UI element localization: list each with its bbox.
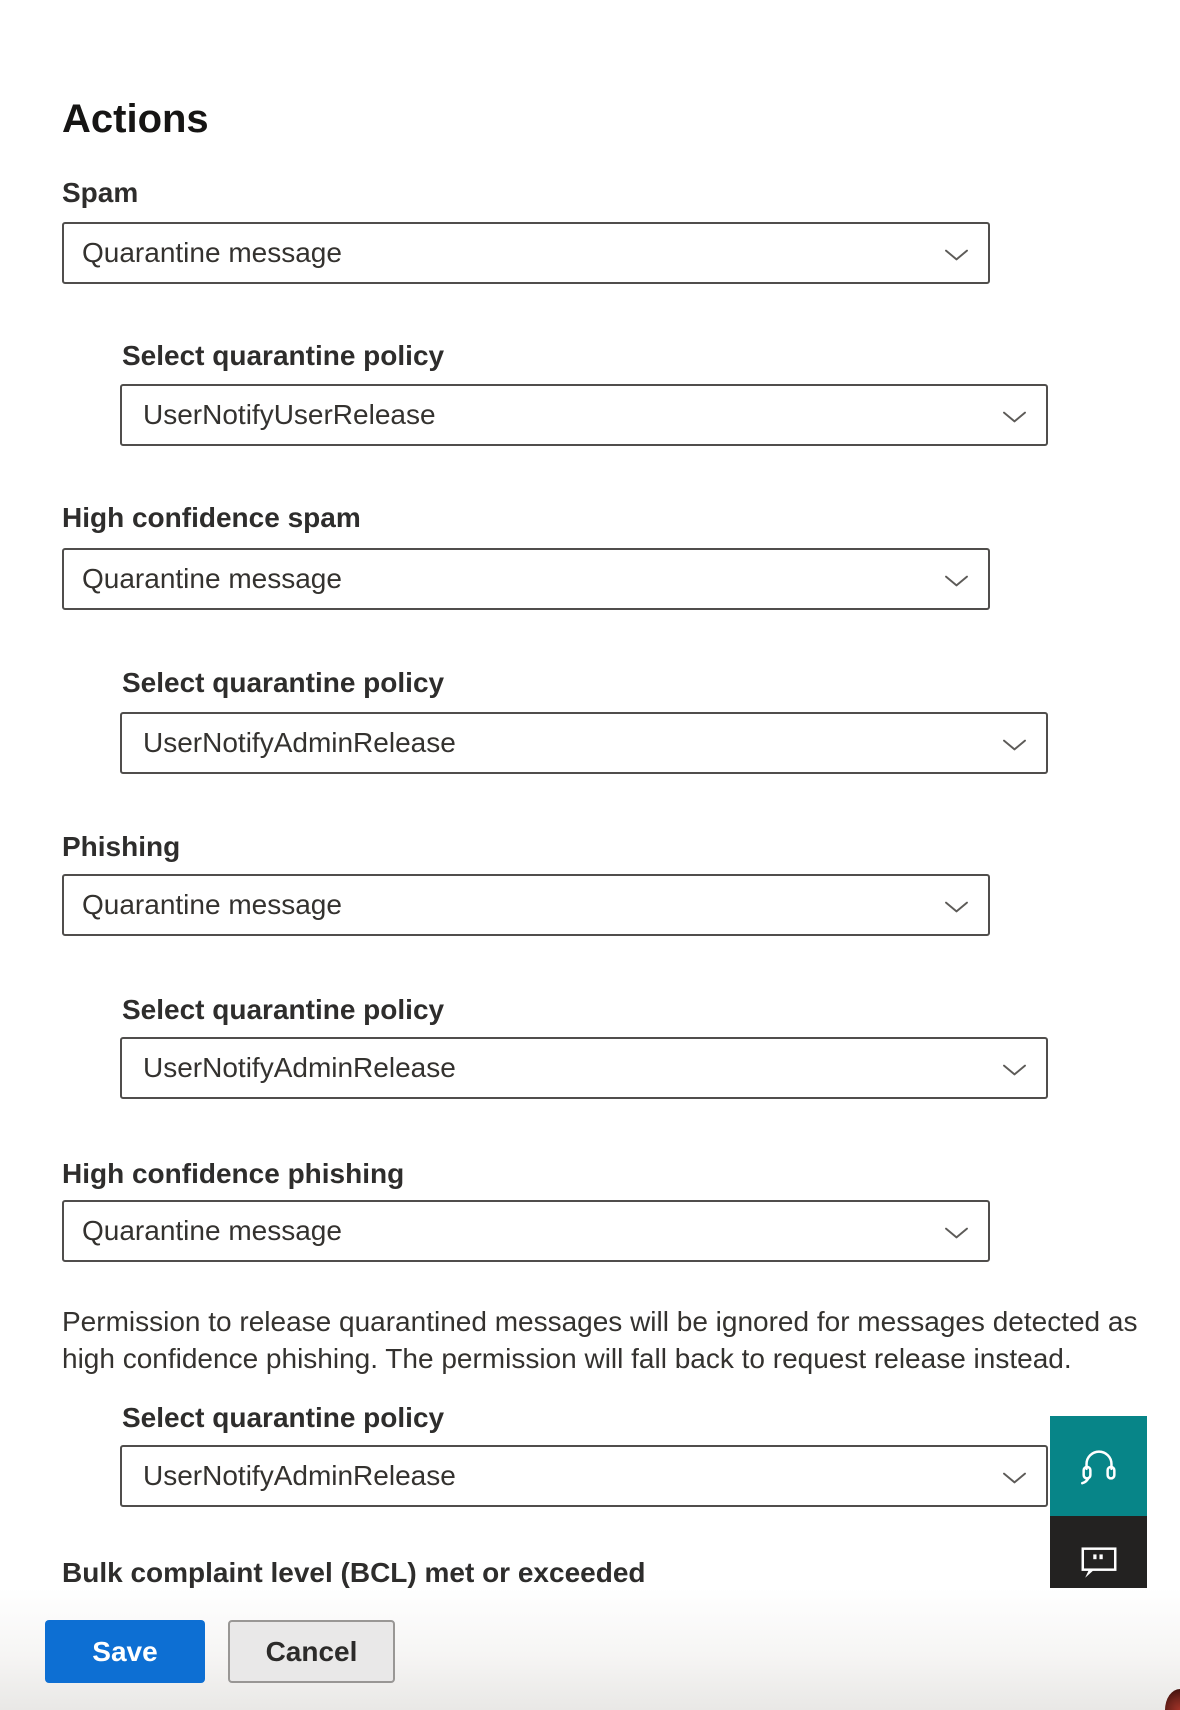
- spam-policy-label: Select quarantine policy: [122, 340, 445, 371]
- phishing-action-value: Quarantine message: [82, 889, 342, 920]
- chevron-down-icon: [943, 237, 970, 269]
- chevron-down-icon: [943, 563, 970, 595]
- high-confidence-spam-policy-label: Select quarantine policy: [122, 667, 445, 698]
- high-confidence-spam-policy-value: UserNotifyAdminRelease: [143, 727, 456, 758]
- save-button[interactable]: Save: [45, 1620, 205, 1683]
- phishing-action-dropdown[interactable]: [62, 874, 990, 936]
- footer-bar: [0, 1588, 1180, 1710]
- support-widget-button[interactable]: [1050, 1416, 1147, 1516]
- high-confidence-spam-label: High confidence spam: [62, 502, 361, 533]
- spam-action-value: Quarantine message: [82, 237, 342, 268]
- chevron-down-icon: [1001, 399, 1028, 431]
- chat-feedback-icon: [1076, 1542, 1122, 1587]
- high-confidence-phishing-policy-label: Select quarantine policy: [122, 1402, 445, 1433]
- cancel-button[interactable]: Cancel: [228, 1620, 395, 1683]
- high-confidence-phishing-quarantine-policy-dropdown[interactable]: [120, 1445, 1048, 1507]
- chevron-down-icon: [943, 889, 970, 921]
- headset-icon: [1076, 1442, 1122, 1491]
- note-line: Permission to release quarantined messages will be ignored for messages detected as: [62, 1306, 1138, 1337]
- spam-label: Spam: [62, 177, 139, 208]
- spam-quarantine-policy-dropdown[interactable]: [120, 384, 1048, 446]
- high-confidence-phishing-action-dropdown[interactable]: [62, 1200, 990, 1262]
- high-confidence-phishing-label: High confidence phishing: [62, 1158, 405, 1189]
- chevron-down-icon: [1001, 1052, 1028, 1084]
- chevron-down-icon: [943, 1215, 970, 1247]
- bulk-complaint-level-label: Bulk complaint level (BCL) met or exceeded: [62, 1557, 646, 1588]
- phishing-policy-value: UserNotifyAdminRelease: [143, 1052, 456, 1083]
- high-confidence-spam-quarantine-policy-dropdown[interactable]: [120, 712, 1048, 774]
- high-confidence-phishing-note: [62, 1303, 1137, 1377]
- phishing-label: Phishing: [62, 831, 181, 862]
- spam-policy-value: UserNotifyUserRelease: [143, 399, 436, 430]
- page-title: Actions: [62, 97, 209, 141]
- high-confidence-spam-action-value: Quarantine message: [82, 563, 342, 594]
- feedback-widget-button[interactable]: [1050, 1516, 1147, 1588]
- chevron-down-icon: [1001, 727, 1028, 759]
- high-confidence-phishing-policy-value: UserNotifyAdminRelease: [143, 1460, 456, 1491]
- chevron-down-icon: [1001, 1460, 1028, 1492]
- spam-action-dropdown[interactable]: [62, 222, 990, 284]
- high-confidence-spam-action-dropdown[interactable]: [62, 548, 990, 610]
- note-line: high confidence phishing. The permission will fall back to request release instead.: [62, 1343, 1072, 1374]
- phishing-policy-label: Select quarantine policy: [122, 994, 445, 1025]
- high-confidence-phishing-action-value: Quarantine message: [82, 1215, 342, 1246]
- phishing-quarantine-policy-dropdown[interactable]: [120, 1037, 1048, 1099]
